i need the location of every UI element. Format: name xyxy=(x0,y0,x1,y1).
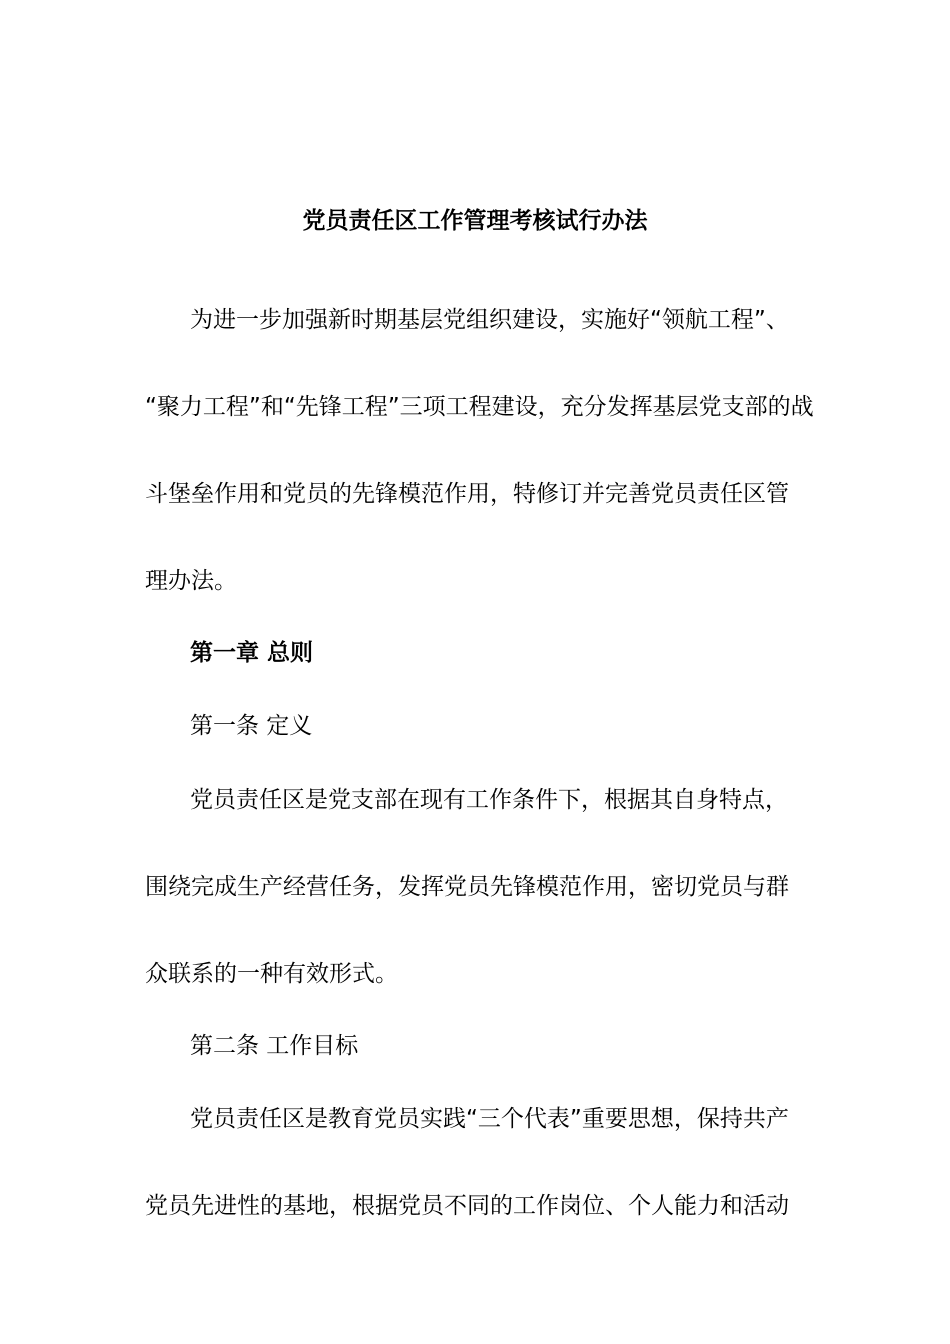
article-1-line-2: 围绕完成生产经营任务，发挥党员先锋模范作用，密切党员与群 xyxy=(145,874,789,900)
intro-line-2: “聚力工程”和“先锋工程”三项工程建设，充分发挥基层党支部的战 xyxy=(145,394,814,420)
article-1-line-3: 众联系的一种有效形式。 xyxy=(145,961,398,987)
document-title: 党员责任区工作管理考核试行办法 xyxy=(302,208,648,234)
article-2-line-1: 党员责任区是教育党员实践“三个代表”重要思想，保持共产 xyxy=(190,1106,789,1132)
article-2-line-2: 党员先进性的基地，根据党员不同的工作岗位、个人能力和活动 xyxy=(145,1193,789,1219)
article-2-heading: 第二条 工作目标 xyxy=(190,1033,359,1059)
chapter-heading: 第一章 总则 xyxy=(190,640,314,666)
article-1-heading: 第一条 定义 xyxy=(190,713,313,739)
intro-line-4: 理办法。 xyxy=(145,568,237,594)
intro-line-1: 为进一步加强新时期基层党组织建设，实施好“领航工程”、 xyxy=(190,307,789,333)
intro-line-3: 斗堡垒作用和党员的先锋模范作用，特修订并完善党员责任区管 xyxy=(145,481,789,507)
article-1-line-1: 党员责任区是党支部在现有工作条件下，根据其自身特点， xyxy=(190,787,788,813)
